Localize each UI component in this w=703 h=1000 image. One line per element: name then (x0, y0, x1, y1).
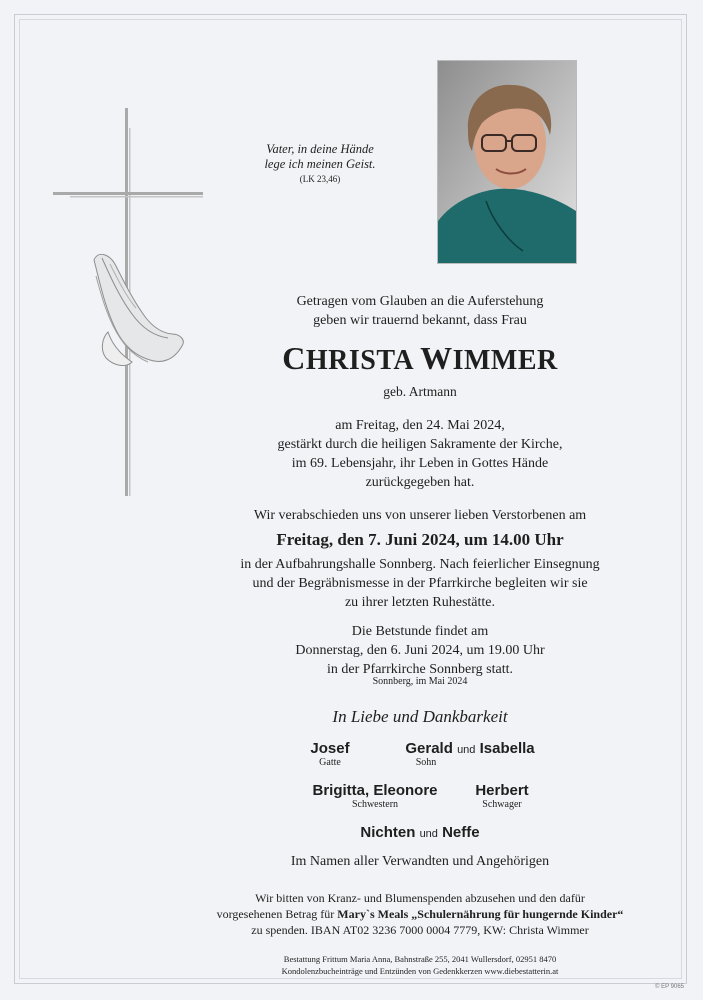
family-member-gerald-isabella (380, 740, 560, 768)
death-line: gestärkt durch die heiligen Sakramente der Kirche, (277, 437, 563, 452)
bible-quote (235, 142, 405, 187)
funeral-date: Freitag, den 7. Juni 2024, um 14.00 Uhr (276, 530, 564, 549)
quote-reference: (LK 23,46) (299, 174, 341, 184)
in-love-heading: In Liebe und Dankbarkeit (332, 707, 508, 726)
donation-request (150, 890, 690, 938)
ceremony-details (150, 555, 690, 612)
relatives-line: Im Namen aller Verwandten und Angehörigen (290, 854, 550, 869)
family-name-isabella: Isabella (479, 740, 535, 757)
copyright-mark: © EP 9065 (655, 984, 684, 990)
death-line: am Freitag, den 24. Mai 2024, (335, 418, 505, 433)
family-name-neffe: Neffe (442, 824, 480, 841)
quote-line: Vater, in deine Hände (266, 142, 374, 156)
praying-hands-icon (94, 254, 183, 365)
family-member-brigitta (300, 782, 450, 810)
last-name-initial: W (420, 340, 453, 376)
family-name (380, 740, 560, 757)
family-relation: Schwager (482, 799, 522, 810)
cross-with-praying-hands-icon (50, 108, 210, 500)
family-name-nichten: Nichten (360, 824, 416, 841)
farewell-text: Wir verabschieden uns von unserer lieben Verstorbenen am (253, 508, 587, 523)
undertaker-line: Bestattung Frittum Maria Anna, Bahnstraße 255, 2041 Wullersdorf, 02951 8470 (283, 954, 557, 964)
quote-line: lege ich meinen Geist. (264, 157, 376, 171)
intro-line: Getragen vom Glauben an die Auferstehung (296, 294, 544, 309)
intro-line: geben wir trauernd bekannt, dass Frau (313, 313, 527, 328)
family-member-josef (300, 740, 360, 768)
ceremony-line: in der Aufbahrungshalle Sonnberg. Nach feierlicher Einsegnung (240, 557, 600, 572)
family-nieces-nephews (300, 824, 540, 841)
maiden-name: geb. Artmann (383, 384, 457, 399)
portrait-image (438, 61, 576, 263)
donation-text: vorgesehenen Betrag für (216, 907, 338, 921)
family-name (300, 824, 540, 841)
portrait-photo (437, 60, 577, 264)
vigil-line: in der Pfarrkirche Sonnberg statt. (327, 662, 513, 677)
first-name-rest: HRISTA (305, 345, 413, 376)
last-name-rest: IMMER (452, 345, 558, 376)
vigil-line: Donnerstag, den 6. Juni 2024, um 19.00 Uhr (295, 643, 545, 658)
ceremony-line: zu ihrer letzten Ruhestätte. (344, 595, 496, 610)
family-name: Josef (310, 740, 350, 757)
undertaker-info (150, 953, 690, 977)
family-relation: Sohn (415, 757, 437, 768)
vigil-details (210, 622, 630, 679)
donation-line: zu spenden. IBAN AT02 3236 7000 0004 7779, KW: Christa Wimmer (251, 923, 589, 937)
vigil-line: Die Betstunde findet am (351, 624, 489, 639)
and-word: und (419, 828, 438, 840)
first-name-initial: C (282, 340, 306, 376)
death-details (210, 416, 630, 492)
family-name-gerald: Gerald (405, 740, 453, 757)
family-name: Herbert (475, 782, 529, 799)
ceremony-line: und der Begräbnismesse in der Pfarrkirche begleiten wir sie (252, 576, 588, 591)
and-word: und (457, 744, 476, 756)
death-line: im 69. Lebensjahr, ihr Leben in Gottes Hände (291, 456, 549, 471)
donation-line (150, 906, 690, 922)
place-date: Sonnberg, im Mai 2024 (372, 676, 468, 687)
family-name: Brigitta, Eleonore (312, 782, 438, 799)
family-relation: Gatte (319, 757, 341, 768)
donation-line: Wir bitten von Kranz- und Blumenspenden abzusehen und den dafür (255, 891, 585, 905)
intro-text (210, 292, 630, 330)
deceased-name (210, 340, 630, 377)
death-line: zurückgegeben hat. (365, 475, 475, 490)
undertaker-line: Kondolenzbucheinträge und Entzünden von Gedenkkerzen www.diebestatterin.at (281, 966, 559, 976)
charity-name: Mary`s Meals „Schulernährung für hungernde Kinder“ (337, 907, 624, 921)
family-member-herbert (462, 782, 542, 810)
family-relation: Schwestern (351, 799, 399, 810)
